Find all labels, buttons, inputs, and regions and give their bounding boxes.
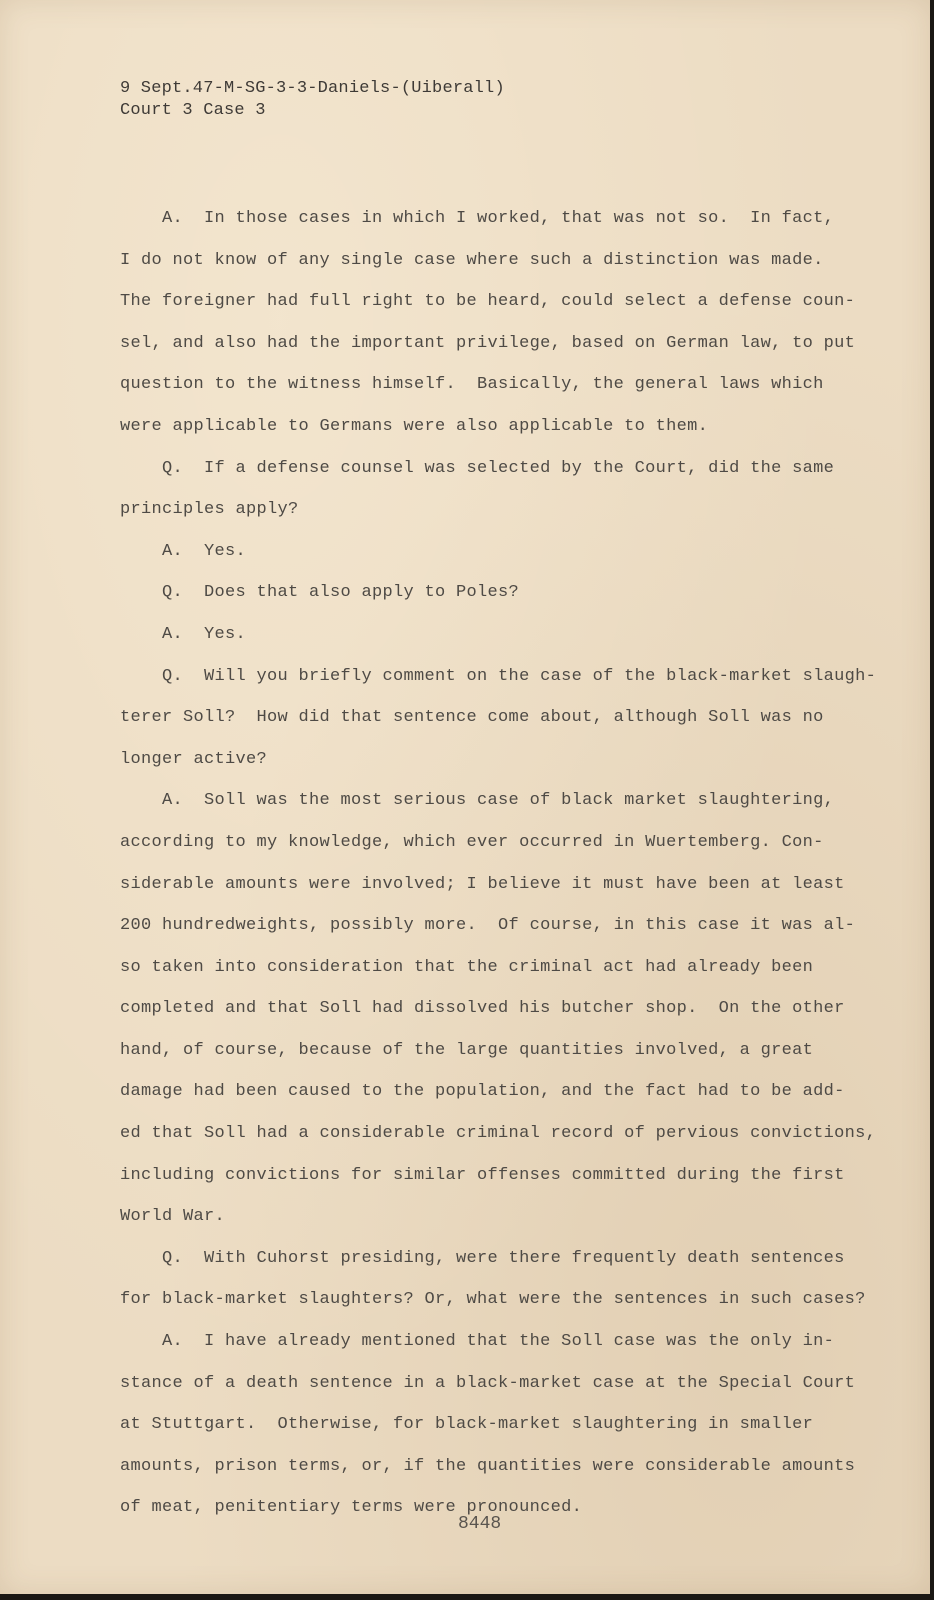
- text-line: longer active?: [120, 749, 268, 769]
- text-line: A. Yes.: [120, 624, 247, 644]
- text-line: completed and that Soll had dissolved his butcher shop. On the other: [120, 999, 845, 1019]
- text-line: at Stuttgart. Otherwise, for black-market slaughtering in smaller: [120, 1415, 814, 1435]
- text-line: of meat, penitentiary terms were pronounced.: [120, 1498, 583, 1518]
- text-line: amounts, prison terms, or, if the quantities were considerable amounts: [120, 1456, 856, 1476]
- text-line: 200 hundredweights, possibly more. Of course, in this case it was al-: [120, 916, 856, 936]
- header-line-2: Court 3 Case 3: [120, 101, 266, 120]
- text-line: terer Soll? How did that sentence come about, although Soll was no: [120, 708, 824, 728]
- text-line: hand, of course, because of the large quantities involved, a great: [120, 1040, 814, 1060]
- text-line: I do not know of any single case where such a distinction was made.: [120, 250, 824, 270]
- text-line: for black-market slaughters? Or, what were the sentences in such cases?: [120, 1290, 866, 1310]
- text-line: sel, and also had the important privilege, based on German law, to put: [120, 333, 856, 353]
- text-line: A. Yes.: [120, 541, 247, 561]
- page-number: 8448: [458, 1514, 502, 1534]
- text-line: Q. With Cuhorst presiding, were there frequently death sentences: [120, 1248, 845, 1268]
- header-line-1: 9 Sept.47-M-SG-3-3-Daniels-(Uiberall): [120, 79, 505, 98]
- text-line: principles apply?: [120, 500, 299, 520]
- text-line: Q. If a defense counsel was selected by the Court, did the same: [120, 458, 835, 478]
- text-line: siderable amounts were involved; I believe it must have been at least: [120, 874, 845, 894]
- text-line: The foreigner had full right to be heard, could select a defense coun-: [120, 292, 856, 312]
- text-line: stance of a death sentence in a black-market case at the Special Court: [120, 1373, 856, 1393]
- text-line: Q. Will you briefly comment on the case of the black-market slaugh-: [120, 666, 877, 686]
- text-line: A. In those cases in which I worked, that was not so. In fact,: [120, 209, 835, 228]
- document-header: [120, 78, 505, 122]
- transcript-body: [120, 198, 880, 1529]
- text-line: A. I have already mentioned that the Soll case was the only in-: [120, 1332, 835, 1352]
- text-line: were applicable to Germans were also applicable to them.: [120, 416, 709, 436]
- text-line: damage had been caused to the population, and the fact had to be add-: [120, 1082, 845, 1102]
- text-line: World War.: [120, 1207, 226, 1227]
- text-line: ed that Soll had a considerable criminal record of pervious convictions,: [120, 1124, 877, 1144]
- text-line: according to my knowledge, which ever occurred in Wuertemberg. Con-: [120, 832, 824, 852]
- text-line: Q. Does that also apply to Poles?: [120, 583, 520, 603]
- text-line: A. Soll was the most serious case of black market slaughtering,: [120, 791, 835, 811]
- text-line: including convictions for similar offenses committed during the first: [120, 1165, 845, 1185]
- text-line: question to the witness himself. Basically, the general laws which: [120, 375, 824, 395]
- text-line: so taken into consideration that the criminal act had already been: [120, 957, 814, 977]
